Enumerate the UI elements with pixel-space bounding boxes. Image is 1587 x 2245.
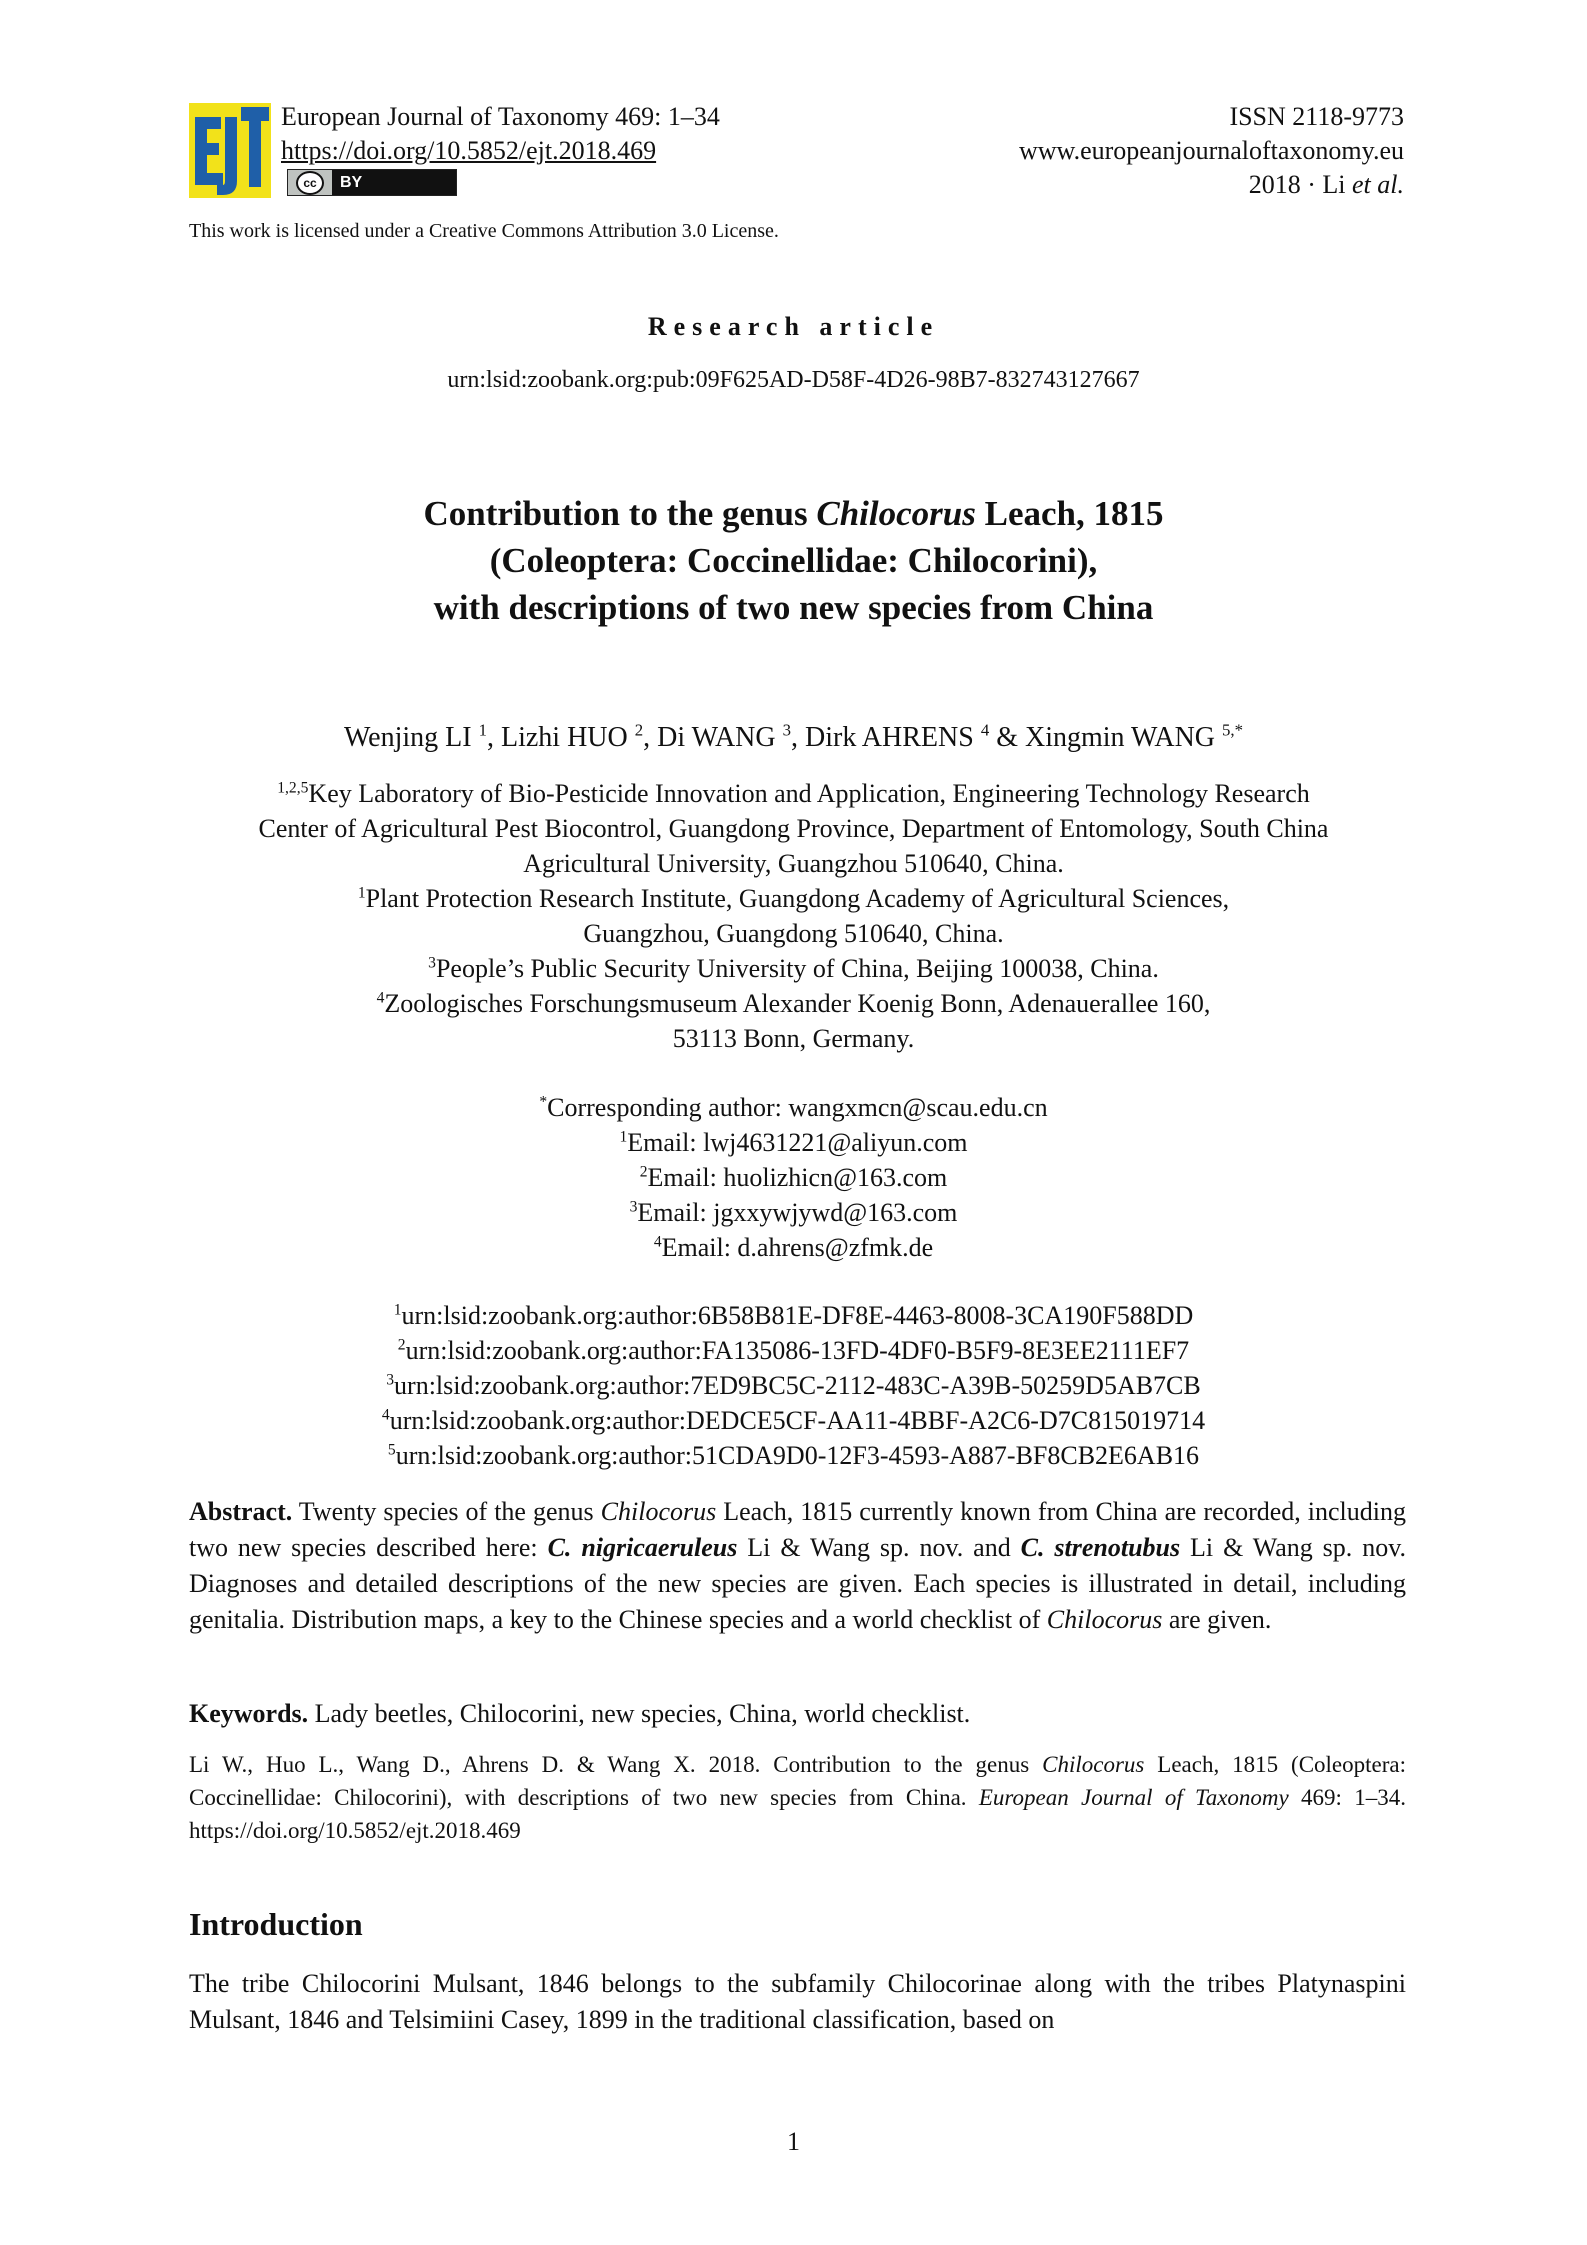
author-lsid: $^5$urn:lsid:zoobank.org:author:51CDA9D0-12F3-4593-A887-BF8CB2E6AB16: [387, 1441, 1200, 1470]
journal-citation-line: European Journal of Taxonomy 469: 1–34: [281, 102, 720, 131]
keywords-label: Keywords.: [189, 1699, 309, 1728]
abstract: Abstract. Twenty species of the genus Chilocorus Leach, 1815 currently known from China are recorded, including two new species described here: C. nigricaeruleus Li & Wang sp. nov. and C. strenotubus Li & Wang sp. nov. Diagnoses and detailed descriptions of the new species are given. Each species is illustrated in detail, including genitalia. Distribution maps, a key to the Chinese species and a world checklist of Chilocorus are given.: [189, 1497, 1407, 1634]
email-list: [0, 1090, 1587, 1265]
author: Xingmin WANG $^{5,*}$: [1024, 720, 1244, 753]
abstract-label: Abstract.: [189, 1497, 293, 1526]
doi-link[interactable]: https://doi.org/10.5852/ejt.2018.469: [281, 136, 657, 165]
email-line[interactable]: *Corresponding author: wangxmcn@scau.edu.cn: [539, 1093, 1048, 1122]
by-label: BY: [332, 170, 456, 195]
author-list: [0, 722, 1587, 754]
author-lsid: $^4$urn:lsid:zoobank.org:author:DEDCE5CF-AA11-4BBF-A2C6-D7C815019714: [381, 1406, 1206, 1435]
license-note: This work is licensed under a Creative Commons Attribution 3.0 License.: [189, 220, 779, 242]
affiliations: $^{1,2,5}$Key Laboratory of Bio-Pesticide Innovation and Application, Engineering Technology Research Center of Agricultural Pest Biocontrol, Guangdong Province, Department of Entomology, South China Agricultural University, Guangzhou 510640, China. $^1$Plant Protection Research Institute, Guangdong Academy of Agricultural Sciences, Guangzhou, Guangdong 510640, China. $^3$People’s Public Security University of China, Beijing 100038, China. $^4$Zoologisches Forschungsmuseum Alexander Koenig Bonn, Adenauerallee 160, 53113 Bonn, Germany.: [258, 779, 1329, 1053]
author: Dirk AHRENS $^4$ &: [805, 720, 1025, 753]
publication-lsid: urn:lsid:zoobank.org:pub:09F625AD-D58F-4D26-98B7-832743127667: [447, 367, 1140, 393]
introduction-heading: Introduction: [189, 1906, 363, 1942]
journal-website-link[interactable]: www.europeanjournaloftaxonomy.eu: [1018, 136, 1404, 165]
email-line[interactable]: $^2$Email: huolizhicn@163.com: [639, 1163, 948, 1192]
issn: ISSN 2118-9773: [1229, 102, 1404, 131]
author: Lizhi HUO $^2$,: [500, 720, 658, 753]
email-line[interactable]: $^3$Email: jgxxywjywd@163.com: [629, 1198, 958, 1227]
keywords: Keywords. Lady beetles, Chilocorini, new species, China, world checklist.: [189, 1699, 971, 1728]
article-title: Contribution to the genus Chilocorus Leach, 1815 (Coleoptera: Coccinellidae: Chilocorini), with descriptions of two new species from China: [423, 494, 1164, 627]
author-lsid-list: [0, 1298, 1587, 1473]
page-number: 1: [787, 2127, 800, 2156]
cc-by-badge[interactable]: [287, 169, 457, 196]
article-type: Research article: [647, 312, 940, 341]
journal-header-left: [281, 100, 720, 168]
email-line[interactable]: $^4$Email: d.ahrens@zfmk.de: [653, 1233, 934, 1262]
year-authors: 2018 · Li et al.: [1248, 170, 1404, 199]
author-lsid: $^1$urn:lsid:zoobank.org:author:6B58B81E-DF8E-4463-8008-3CA190F588DD: [393, 1301, 1194, 1330]
author-lsid: $^3$urn:lsid:zoobank.org:author:7ED9BC5C-2112-483C-A39B-50259D5AB7CB: [386, 1371, 1201, 1400]
ejt-logo: [189, 103, 271, 198]
how-to-cite: Li W., Huo L., Wang D., Ahrens D. & Wang X. 2018. Contribution to the genus Chilocorus Leach, 1815 (Coleoptera: Coccinellidae: Chilocorini), with descriptions of two new species from China. European Journal of Taxonomy 469: 1–34. https://doi.org/10.5852/ejt.2018.469: [189, 1752, 1406, 1843]
author: Wenjing LI $^1$,: [343, 720, 501, 753]
author-lsid: $^2$urn:lsid:zoobank.org:author:FA135086-13FD-4DF0-B5F9-8E3EE2111EF7: [397, 1336, 1190, 1365]
journal-header-right: [1019, 100, 1404, 202]
cc-icon: cc: [288, 170, 332, 195]
author: Di WANG $^3$,: [657, 720, 806, 753]
email-line[interactable]: $^1$Email: lwj4631221@aliyun.com: [619, 1128, 968, 1157]
introduction-text: The tribe Chilocorini Mulsant, 1846 belongs to the subfamily Chilocorinae along with the tribes Platynaspini Mulsant, 1846 and Telsimiini Casey, 1899 in the traditional classification, based on: [189, 1969, 1406, 2034]
